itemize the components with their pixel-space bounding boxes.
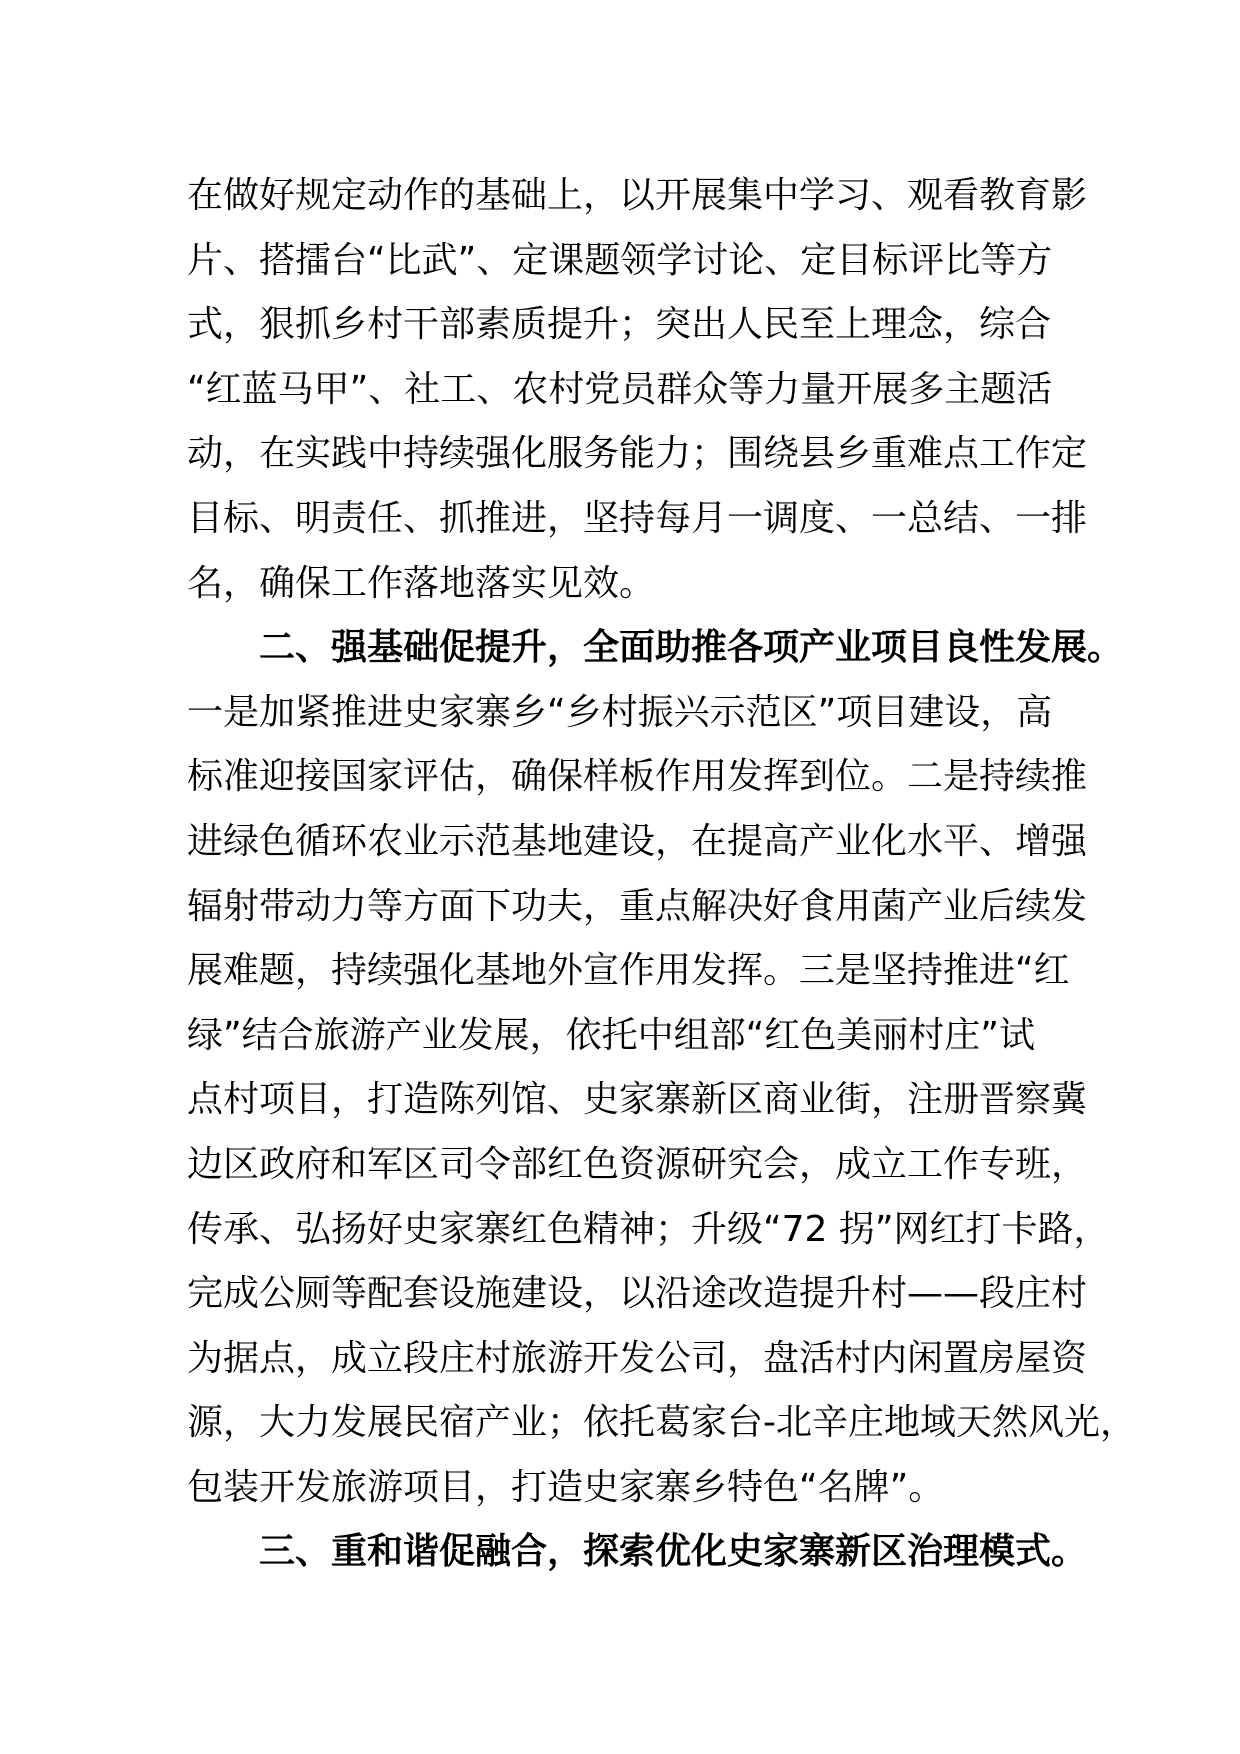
text-line: 辐射带动力等方面下功夫，重点解决好食用菌产业后续发 <box>187 885 1088 927</box>
paragraph-intro <box>187 164 1087 616</box>
text-line: 式，狠抓乡村干部素质提升；突出人民至上理念，综合 <box>187 304 1052 346</box>
text-line: 完成公厕等配套设施建设，以沿途改造提升村——段庄村 <box>187 1273 1088 1315</box>
text-line: 片、搭擂台“比武”、定课题领学讨论、定目标评比等方 <box>187 239 1053 281</box>
section-heading: 二、强基础促提升，全面助推各项产业项目良性发展。 <box>259 627 1124 669</box>
text-line: 名，确保工作落地落实见效。 <box>187 562 656 604</box>
text-line: 边区政府和军区司令部红色资源研究会，成立工作专班， <box>187 1143 1088 1185</box>
text-line: 绿”结合旅游产业发展，依托中组部“红色美丽村庄”试 <box>187 1014 1035 1056</box>
text-line: 源，大力发展民宿产业；依托葛家台-北辛庄地域天然风光， <box>187 1402 1136 1444</box>
section-heading-3 <box>187 1520 1087 1585</box>
section-heading: 三、重和谐促融合，探索优化史家寨新区治理模式。 <box>259 1531 1088 1573</box>
text-line: 在做好规定动作的基础上，以开展集中学习、观看教育影 <box>187 175 1088 216</box>
text-line: 标准迎接国家评估，确保样板作用发挥到位。二是持续推 <box>187 756 1088 798</box>
section-heading-2 <box>187 616 1124 681</box>
text-line: 进绿色循环农业示范基地建设，在提高产业化水平、增强 <box>187 820 1088 862</box>
text-line: 点村项目，打造陈列馆、史家寨新区商业街，注册晋察冀 <box>187 1079 1088 1121</box>
text-line: 为据点，成立段庄村旅游开发公司，盘活村内闲置房屋资 <box>187 1337 1088 1379</box>
text-line: 传承、弘扬好史家寨红色精神；升级“72 拐”网红打卡路， <box>187 1208 1110 1250</box>
paragraph-section-2 <box>187 681 1136 1521</box>
text-line: “红蓝马甲”、社工、农村党员群众等力量开展多主题活 <box>187 368 1053 410</box>
text-line: 动，在实践中持续强化服务能力；围绕县乡重难点工作定 <box>187 433 1088 475</box>
text-line: 一是加紧推进史家寨乡“乡村振兴示范区”项目建设，高 <box>187 691 1053 733</box>
text-line: 展难题，持续强化基地外宣作用发挥。三是坚持推进“红 <box>187 950 1070 992</box>
text-line: 包装开发旅游项目，打造史家寨乡特色“名牌”。 <box>187 1466 945 1508</box>
text-line: 目标、明责任、抓推进，坚持每月一调度、一总结、一排 <box>187 497 1088 539</box>
document-body <box>187 164 1136 1585</box>
